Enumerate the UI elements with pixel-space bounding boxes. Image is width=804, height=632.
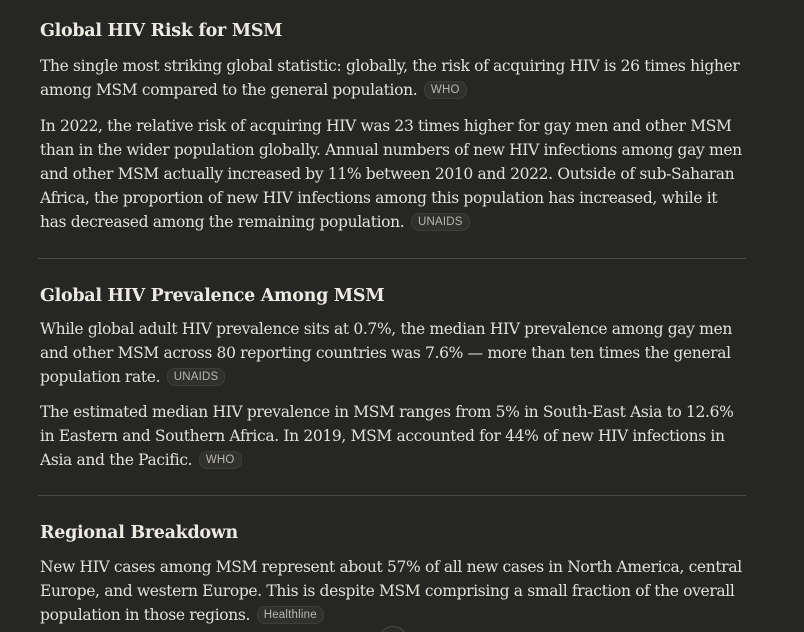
paragraph-text: New HIV cases among MSM represent about 57% of all new cases in North America, central Europe, and western Europe. This is despite MSM comprising a small fraction of the overall population in those regions. <box>40 558 742 624</box>
section-global-risk <box>40 18 746 234</box>
section-divider <box>38 258 746 259</box>
section-heading: Global HIV Risk for MSM <box>40 21 283 41</box>
citation-badge[interactable]: WHO <box>199 451 242 469</box>
citation-badge[interactable]: WHO <box>424 81 467 99</box>
section-divider <box>38 495 746 496</box>
paragraph <box>40 555 746 627</box>
paragraph-text: In 2022, the relative risk of acquiring HIV was 23 times higher for gay men and other MSM than in the wider population globally. Annual numbers of new HIV infections among gay men and other MSM actually increased by 11% between 2010 and 2022. Outside of sub-Saharan Africa, the proportion of new HIV infections among this population has increased, while it has decreased among the remaining population. <box>40 117 742 231</box>
paragraph <box>40 400 746 472</box>
paragraph-text: While global adult HIV prevalence sits at 0.7%, the median HIV prevalence among gay men and other MSM across 80 reporting countries was 7.6% — more than ten times the general population rate. <box>40 320 732 386</box>
section-heading: Regional Breakdown <box>40 523 238 543</box>
citation-badge[interactable]: UNAIDS <box>167 368 226 386</box>
section-global-prevalence <box>40 283 746 472</box>
citation-badge[interactable]: Healthline <box>257 606 324 624</box>
response-content <box>40 18 746 627</box>
paragraph <box>40 317 746 389</box>
paragraph <box>40 114 746 234</box>
paragraph <box>40 54 746 102</box>
section-heading: Global HIV Prevalence Among MSM <box>40 286 385 306</box>
section-regional-breakdown <box>40 520 746 627</box>
citation-badge[interactable]: UNAIDS <box>411 213 470 231</box>
paragraph-text: The estimated median HIV prevalence in MSM ranges from 5% in South-East Asia to 12.6% in Eastern and Southern Africa. In 2019, MSM accounted for 44% of new HIV infections in Asia and the Pacific. <box>40 403 734 469</box>
paragraph-text: The single most striking global statistic: globally, the risk of acquiring HIV is 26 times higher among MSM compared to the general population. <box>40 57 740 99</box>
